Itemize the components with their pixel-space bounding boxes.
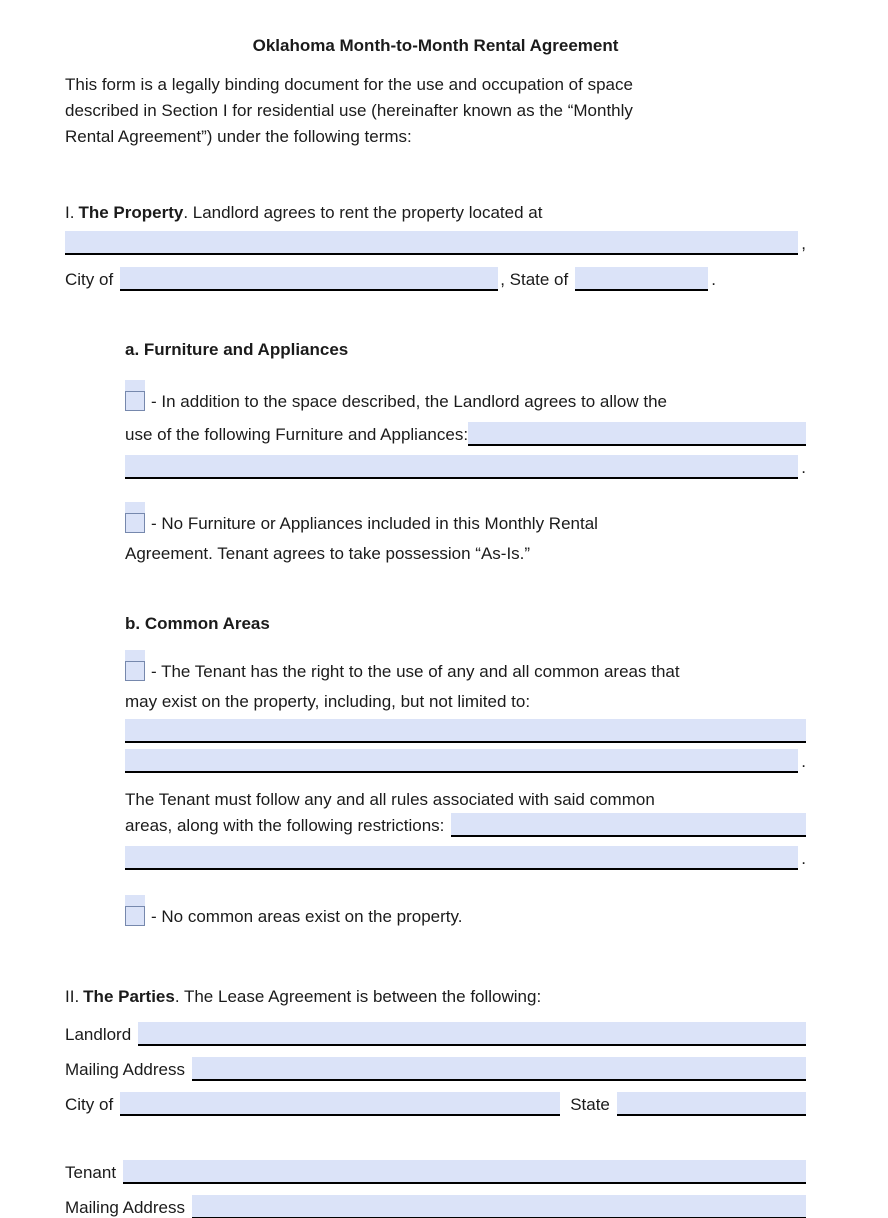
no-common-areas-option (125, 902, 806, 932)
landlord-city-field[interactable] (120, 1092, 560, 1116)
no-furniture-text-line1: - No Furniture or Appliances included in this Monthly Rental (151, 514, 598, 533)
common-areas-field-row-1 (125, 719, 806, 743)
tenant-mailing-label: Mailing Address (65, 1198, 186, 1217)
state-field[interactable] (575, 267, 708, 291)
landlord-row (65, 1022, 806, 1046)
tenant-mailing-row (65, 1195, 806, 1218)
common-areas-text-line2: may exist on the property, including, but not limited to: (125, 692, 531, 711)
landlord-label: Landlord (65, 1025, 132, 1044)
tenant-row (65, 1160, 806, 1184)
property-address-field[interactable] (65, 231, 798, 255)
rules-text-line2: areas, along with the following restrictions: (125, 816, 445, 835)
section1-numeral: I. (65, 203, 75, 222)
property-address-row (65, 231, 806, 255)
intro-line-2: described in Section I for residential use (hereinafter known as the “Monthly (65, 101, 633, 120)
common-areas-text-line1: - The Tenant has the right to the use of any and all common areas that (151, 662, 680, 681)
section2-numeral: II. (65, 987, 80, 1006)
landlord-city-state-row (65, 1092, 806, 1116)
landlord-mailing-row (65, 1057, 806, 1081)
tenant-label: Tenant (65, 1163, 117, 1182)
landlord-state-field[interactable] (617, 1092, 806, 1116)
tenant-mailing-field[interactable] (192, 1195, 806, 1218)
common-areas-field-row-2 (125, 749, 806, 773)
furniture-included-checkbox[interactable] (125, 391, 145, 411)
common-areas-option (125, 657, 806, 687)
rules-field-row-1 (125, 813, 806, 837)
document-title: Oklahoma Month-to-Month Rental Agreement (252, 36, 619, 55)
landlord-mailing-label: Mailing Address (65, 1060, 186, 1079)
section1-heading (65, 200, 806, 226)
no-common-areas-checkbox[interactable] (125, 906, 145, 926)
common-areas-suffix: . (801, 752, 806, 771)
section2-title: The Parties (83, 987, 175, 1006)
rules-field-row-2 (125, 846, 806, 870)
common-areas-field-1[interactable] (125, 719, 806, 743)
no-furniture-text-line2: Agreement. Tenant agrees to take possession “As-Is.” (125, 544, 531, 563)
section2-lead: . The Lease Agreement is between the following: (174, 987, 542, 1006)
restrictions-field-1[interactable] (451, 813, 806, 837)
section1-title: The Property (78, 203, 184, 222)
common-areas-checkbox[interactable] (125, 661, 145, 681)
furniture-list-suffix: . (801, 458, 806, 477)
subsection-b-heading: b. Common Areas (125, 614, 270, 633)
furniture-included-text: - In addition to the space described, the Landlord agrees to allow the (151, 392, 668, 411)
section2-heading (65, 984, 806, 1010)
furniture-list-label: use of the following Furniture and Appliances: (125, 425, 469, 444)
subsection-a-heading: a. Furniture and Appliances (125, 340, 349, 359)
intro-line-3: Rental Agreement”) under the following terms: (65, 127, 412, 146)
tenant-name-field[interactable] (123, 1160, 806, 1184)
furniture-list-field-2[interactable] (125, 455, 798, 479)
intro-paragraph (65, 72, 806, 150)
intro-line-1: This form is a legally binding document for the use and occupation of space (65, 75, 633, 94)
rules-text-line1: The Tenant must follow any and all rules associated with said common (125, 790, 655, 809)
landlord-name-field[interactable] (138, 1022, 806, 1046)
section1-city-state-row (65, 267, 806, 291)
furniture-list-field-1[interactable] (468, 422, 806, 446)
landlord-state-label: State (570, 1095, 610, 1114)
furniture-included-option (125, 387, 806, 417)
property-address-suffix: , (801, 234, 806, 253)
no-furniture-checkbox[interactable] (125, 513, 145, 533)
state-of-label: , State of (500, 270, 569, 289)
city-field[interactable] (120, 267, 498, 291)
no-furniture-option (125, 509, 806, 539)
furniture-list-row-2 (125, 455, 806, 479)
furniture-list-row (125, 422, 806, 446)
restrictions-suffix: . (801, 849, 806, 868)
city-of-label: City of (65, 270, 114, 289)
no-common-areas-text: - No common areas exist on the property. (151, 907, 463, 926)
city-state-suffix: . (711, 270, 716, 289)
landlord-city-label: City of (65, 1095, 114, 1114)
section1-lead: . Landlord agrees to rent the property located at (183, 203, 543, 222)
restrictions-field-2[interactable] (125, 846, 798, 870)
common-areas-field-2[interactable] (125, 749, 798, 773)
landlord-mailing-field[interactable] (192, 1057, 806, 1081)
